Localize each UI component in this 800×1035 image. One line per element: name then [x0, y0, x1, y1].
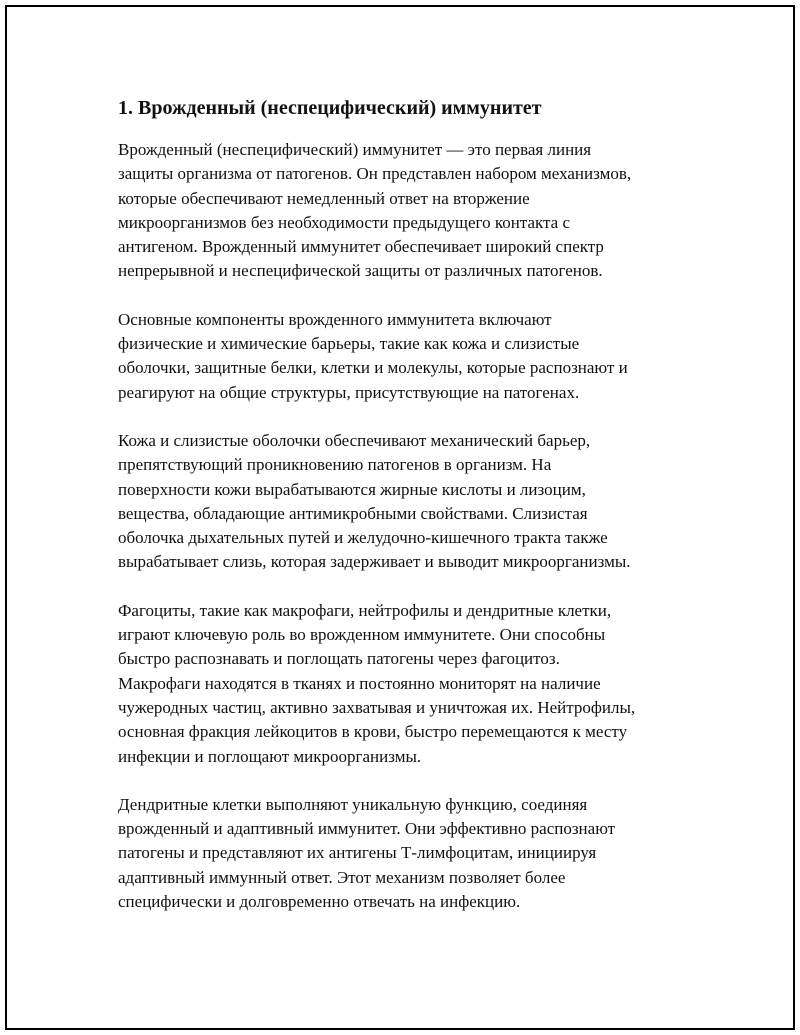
text-line: поверхности кожи вырабатываются жирные кислоты и лизоцим, [118, 479, 586, 499]
text-line: специфически и долговременно отвечать на инфекцию. [118, 892, 521, 912]
text-line: оболочка дыхательных путей и желудочно-кишечного тракта также [118, 528, 608, 548]
text-line: защиты организма от патогенов. Он представлен набором механизмов, [118, 164, 632, 184]
text-line: быстро распознавать и поглощать патогены через фагоцитоз. [118, 649, 560, 669]
text-line: чужеродных частиц, активно захватывая и уничтожая их. Нейтрофилы, [118, 697, 636, 717]
text-line: препятствующий проникновению патогенов в организм. На [118, 455, 552, 475]
text-line: основная фракция лейкоцитов в крови, быстро перемещаются к месту [118, 722, 628, 742]
text-line: врожденный и адаптивный иммунитет. Они эффективно распознают [118, 819, 616, 839]
text-line: антигеном. Врожденный иммунитет обеспечивает широкий спектр [118, 237, 604, 257]
text-line: вырабатывает слизь, которая задерживает и выводит микроорганизмы. [118, 552, 631, 572]
text-line: Фагоциты, такие как макрофаги, нейтрофилы и дендритные клетки, [118, 600, 612, 620]
text-line: микроорганизмов без необходимости предыдущего контакта с [118, 212, 571, 232]
text-line: играют ключевую роль во врожденном иммунитете. Они способны [118, 625, 606, 645]
text-line: Кожа и слизистые оболочки обеспечивают механический барьер, [118, 430, 591, 450]
text-line: физические и химические барьеры, такие как кожа и слизистые [118, 334, 580, 354]
section-heading: 1. Врожденный (неспецифический) иммунитет [118, 97, 542, 119]
paragraph-1 [118, 138, 693, 284]
text-line: патогены и представляют их антигены Т-лимфоцитам, инициируя [118, 843, 597, 863]
text-line: реагируют на общие структуры, присутствующие на патогенах. [118, 382, 580, 402]
text-line: вещества, обладающие антимикробными свойствами. Слизистая [118, 503, 588, 523]
text-line: инфекции и поглощают микроорганизмы. [118, 746, 422, 766]
text-line: оболочки, защитные белки, клетки и молекулы, которые распознают и [118, 358, 628, 378]
text-line: непрерывной и неспецифической защиты от различных патогенов. [118, 261, 603, 281]
paragraph-2 [118, 308, 693, 405]
text-line: Врожденный (неспецифический) иммунитет — это первая линия [118, 140, 592, 159]
text-line: Основные компоненты врожденного иммунитета включают [118, 309, 552, 329]
paragraph-4 [118, 599, 693, 769]
text-line: Макрофаги находятся в тканях и постоянно мониторят на наличие [118, 673, 601, 693]
paragraph-5 [118, 793, 693, 914]
paragraph-3 [118, 429, 693, 575]
document-body [118, 96, 693, 938]
text-line: Дендритные клетки выполняют уникальную функцию, соединяя [118, 794, 588, 814]
text-line: которые обеспечивают немедленный ответ на вторжение [118, 188, 530, 208]
text-line: адаптивный иммунный ответ. Этот механизм позволяет более [118, 867, 566, 887]
